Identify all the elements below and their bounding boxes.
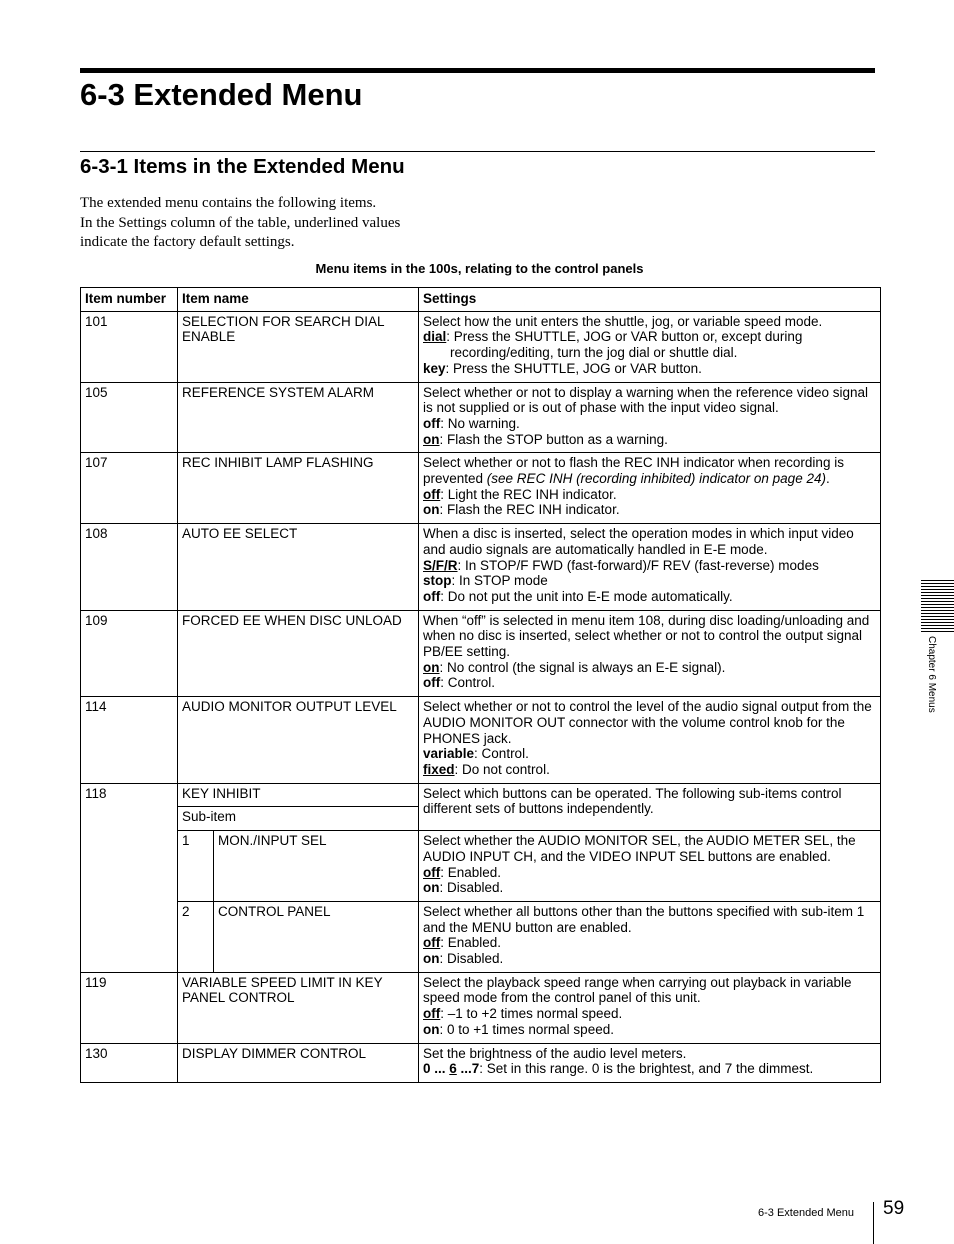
- header-item-name: Item name: [178, 288, 419, 312]
- header-settings: Settings: [419, 288, 881, 312]
- item-number: 108: [81, 524, 178, 611]
- option-key: off: [423, 486, 441, 502]
- option-key: on: [423, 502, 440, 518]
- item-settings: [419, 453, 881, 524]
- item-name: REC INHIBIT LAMP FLASHING: [178, 453, 419, 524]
- option-key: on: [423, 659, 440, 675]
- option-text: : Press the SHUTTLE, JOG or VAR button or, except during: [446, 329, 803, 345]
- menu-items-table: [80, 287, 881, 1083]
- settings-option: [423, 746, 876, 762]
- option-key: fixed: [423, 761, 455, 777]
- table-row: [81, 382, 881, 453]
- settings-option: [423, 416, 876, 432]
- settings-option-continued: recording/editing, turn the jog dial or shuttle dial.: [450, 345, 738, 361]
- settings-option: [423, 951, 876, 967]
- option-text: : Light the REC INH indicator.: [440, 486, 617, 502]
- intro-line: indicate the factory default settings.: [80, 234, 295, 250]
- settings-description: Select how the unit enters the shuttle, jog, or variable speed mode.: [423, 313, 823, 329]
- item-number: 119: [81, 972, 178, 1043]
- table-row: [81, 901, 881, 972]
- item-number: 101: [81, 311, 178, 382]
- intro-paragraph: [80, 194, 400, 253]
- item-settings: [419, 311, 881, 382]
- item-number: 107: [81, 453, 178, 524]
- table-row: [81, 311, 881, 382]
- settings-description: When a disc is inserted, select the operation modes in which input video and audio signals are automatically handled in E-E mode.: [423, 526, 854, 557]
- subitem-number: 1: [178, 831, 214, 902]
- item-name: SELECTION FOR SEARCH DIAL ENABLE: [178, 311, 419, 382]
- option-text: : Press the SHUTTLE, JOG or VAR button.: [445, 360, 702, 376]
- option-key: on: [423, 951, 440, 967]
- subitem-name: CONTROL PANEL: [214, 901, 419, 972]
- item-name: FORCED EE WHEN DISC UNLOAD: [178, 610, 419, 697]
- section-rule: [80, 151, 875, 152]
- option-text: : Enabled.: [440, 935, 502, 951]
- settings-option: [423, 675, 876, 691]
- table-caption: Menu items in the 100s, relating to the control panels: [315, 261, 644, 276]
- item-name: AUDIO MONITOR OUTPUT LEVEL: [178, 697, 419, 784]
- page-title: 6-3 Extended Menu: [80, 77, 363, 112]
- item-settings: [419, 901, 881, 972]
- item-settings: [419, 1043, 881, 1082]
- settings-option: [423, 589, 876, 605]
- option-key: off: [423, 415, 441, 431]
- settings-description: Select the playback speed range when carrying out playback in variable speed mode from the control panel of this unit.: [423, 974, 852, 1006]
- option-key: off: [423, 588, 441, 604]
- option-key: S/F/R: [423, 557, 458, 573]
- table-row: [81, 1043, 881, 1082]
- settings-option: [423, 1006, 876, 1022]
- footer-section-title: 6-3 Extended Menu: [758, 1207, 855, 1219]
- settings-option: [423, 558, 876, 574]
- settings-description: Select which buttons can be operated. The following sub-items control different sets of buttons independently.: [423, 785, 842, 817]
- settings-option: [423, 1061, 876, 1077]
- table-row: [81, 453, 881, 524]
- item-name: REFERENCE SYSTEM ALARM: [178, 382, 419, 453]
- settings-option: [423, 880, 876, 896]
- table-row: [81, 610, 881, 697]
- settings-option: [423, 361, 876, 377]
- option-key: key: [423, 360, 446, 376]
- description-end: .: [825, 471, 830, 487]
- settings-option: [423, 573, 876, 589]
- top-rule: [80, 68, 875, 73]
- item-settings: [419, 831, 881, 902]
- item-settings: [419, 697, 881, 784]
- option-text: : In STOP mode: [451, 573, 548, 589]
- option-key: on: [423, 880, 440, 896]
- option-text: : Flash the STOP button as a warning.: [439, 431, 668, 447]
- item-name: KEY INHIBIT: [178, 783, 419, 807]
- item-settings: [419, 610, 881, 697]
- settings-option: [423, 865, 876, 881]
- intro-line: The extended menu contains the following items.: [80, 195, 377, 211]
- item-number: 109: [81, 610, 178, 697]
- option-key: off: [423, 675, 441, 691]
- settings-option: [423, 762, 876, 778]
- option-key: off: [423, 935, 441, 951]
- footer-divider: [873, 1202, 874, 1244]
- settings-option: [423, 1022, 876, 1038]
- subitem-label: Sub-item: [178, 807, 419, 831]
- option-text: : –1 to +2 times normal speed.: [440, 1006, 623, 1022]
- settings-description: Select whether all buttons other than the buttons specified with sub-item 1 and the MENU button are enabled.: [423, 903, 865, 935]
- intro-line: In the Settings column of the table, underlined values: [80, 214, 401, 231]
- settings-option: [423, 432, 876, 448]
- table-row: [81, 831, 881, 902]
- option-text: : Set in this range. 0 is the brightest, and 7 the dimmest.: [479, 1061, 814, 1077]
- item-number: 130: [81, 1043, 178, 1082]
- settings-option: [423, 502, 876, 518]
- option-key: off: [423, 1006, 441, 1022]
- settings-option: [423, 660, 876, 676]
- settings-description: Select whether the AUDIO MONITOR SEL, the AUDIO METER SEL, the AUDIO INPUT CH, and the VIDEO INPUT SEL buttons are enabled.: [423, 833, 856, 864]
- page-reference: (see REC INH (recording inhibited) indicator on page 24): [486, 471, 826, 487]
- option-text: : 0 to +1 times normal speed.: [439, 1021, 614, 1037]
- table-row: [81, 783, 881, 807]
- option-text: : Flash the REC INH indicator.: [439, 502, 620, 518]
- item-settings: [419, 972, 881, 1043]
- item-name: AUTO EE SELECT: [178, 524, 419, 611]
- header-item-number: Item number: [81, 288, 178, 312]
- item-settings: [419, 783, 881, 830]
- option-text: : Control.: [440, 675, 496, 691]
- option-key: on: [423, 1021, 440, 1037]
- item-settings: [419, 524, 881, 611]
- table-row: [81, 972, 881, 1043]
- item-number: 114: [81, 697, 178, 784]
- subitem-name: MON./INPUT SEL: [214, 831, 419, 902]
- settings-option: [423, 329, 876, 345]
- option-text: : Disabled.: [439, 880, 504, 896]
- item-name: VARIABLE SPEED LIMIT IN KEY PANEL CONTROL: [178, 972, 419, 1043]
- option-key: variable: [423, 746, 475, 762]
- description-text: Select whether or not to flash the REC INH indicator when recording is prevented: [423, 455, 844, 487]
- option-text: : No warning.: [440, 415, 520, 431]
- item-settings: [419, 382, 881, 453]
- settings-description: Select whether or not to display a warning when the reference video signal is not supplied or is out of phase with the input video signal.: [423, 384, 869, 416]
- settings-description: Set the brightness of the audio level meters.: [423, 1045, 687, 1061]
- option-key: stop: [423, 573, 452, 589]
- settings-description: Select whether or not to control the level of the audio signal output from the AUDIO MONITOR OUT connector with the volume control knob for the PHONES jack.: [423, 699, 872, 746]
- option-key: on: [423, 431, 440, 447]
- option-key: dial: [423, 329, 447, 345]
- table-row: [81, 697, 881, 784]
- range-start: 0 ...: [423, 1061, 450, 1077]
- option-text: : Do not put the unit into E-E mode automatically.: [440, 588, 733, 604]
- table-row: [81, 524, 881, 611]
- option-text: : Enabled.: [440, 864, 502, 880]
- item-number: 118: [81, 783, 178, 972]
- option-text: : Disabled.: [439, 951, 504, 967]
- settings-option: [423, 487, 876, 503]
- option-text: : In STOP/F FWD (fast-forward)/F REV (fast-reverse) modes: [457, 557, 819, 573]
- option-text: : Do not control.: [454, 761, 550, 777]
- item-name: DISPLAY DIMMER CONTROL: [178, 1043, 419, 1082]
- settings-description: [423, 455, 876, 486]
- page-number: 59: [883, 1198, 905, 1219]
- subitem-number: 2: [178, 901, 214, 972]
- settings-description: When “off” is selected in menu item 108, during disc loading/unloading and when no disc is inserted, select whether or not to control the output signal PB/EE setting.: [423, 612, 870, 660]
- section-title: 6-3-1 Items in the Extended Menu: [80, 155, 405, 178]
- range-end: ...7: [456, 1061, 480, 1077]
- option-key: off: [423, 864, 441, 880]
- chapter-tab-bars: [921, 580, 954, 634]
- table-header-row: [81, 288, 881, 312]
- item-number: 105: [81, 382, 178, 453]
- option-text: : Control.: [474, 746, 529, 762]
- settings-option: [423, 935, 876, 951]
- chapter-tab-label: Chapter 6 Menus: [926, 636, 937, 713]
- option-text: : No control (the signal is always an E-E signal).: [439, 659, 726, 675]
- range-default: 6: [449, 1061, 457, 1077]
